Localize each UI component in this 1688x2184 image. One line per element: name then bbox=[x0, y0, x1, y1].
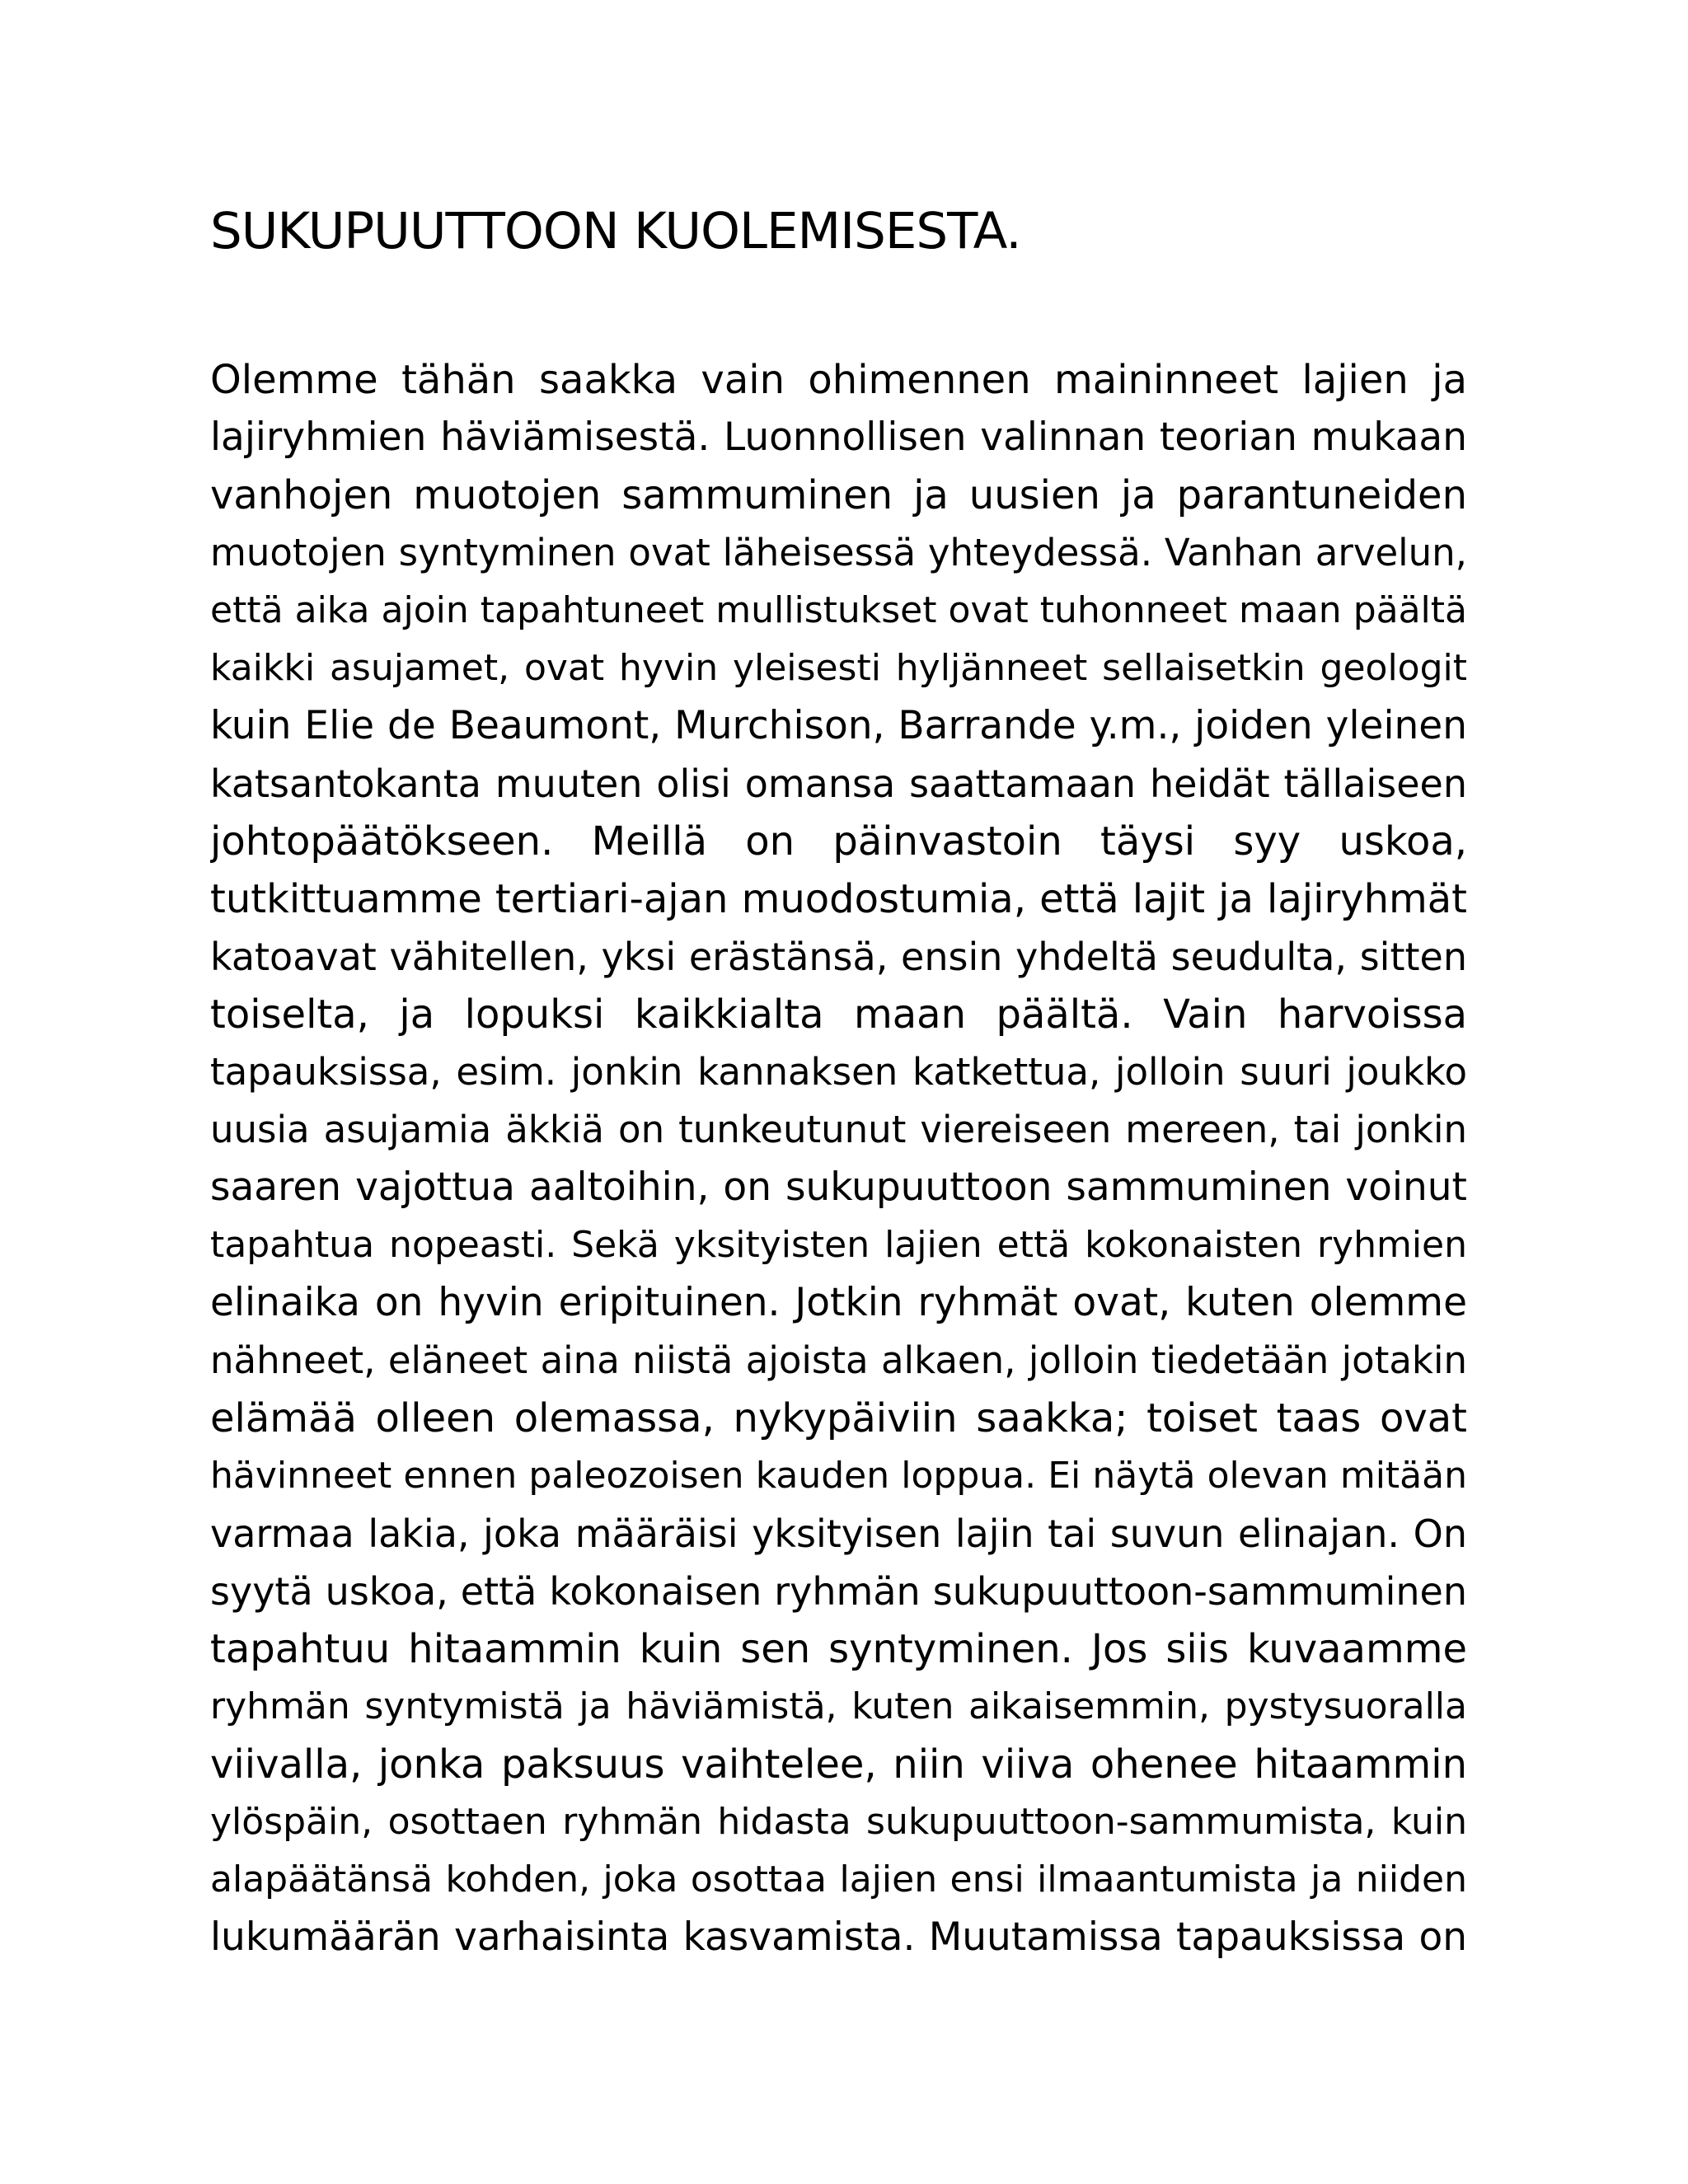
text-line: tapahtua nopeasti. Sekä yksityisten lajien että kokonaisten ryhmien bbox=[210, 1224, 1467, 1266]
text-line: alapäätänsä kohden, joka osottaa lajien ensi ilmaantumista ja niiden bbox=[210, 1858, 1467, 1900]
text-line: hävinneet ennen paleozoisen kauden loppua. Ei näytä olevan mitään bbox=[210, 1455, 1467, 1497]
text-line: ryhmän syntymistä ja häviämistä, kuten aikaisemmin, pystysuoralla bbox=[210, 1685, 1467, 1727]
text-line: vanhojen muotojen sammuminen ja uusien ja parantuneiden bbox=[210, 472, 1467, 518]
text-line: kuin Elie de Beaumont, Murchison, Barrande y.m., joiden yleinen bbox=[210, 703, 1467, 748]
text-line: johtopäätökseen. Meillä on päinvastoin täysi syy uskoa, bbox=[210, 818, 1467, 865]
page-title: SUKUPUUTTOON KUOLEMISESTA. bbox=[210, 202, 1021, 260]
text-line: uusia asujamia äkkiä on tunkeutunut viereiseen mereen, tai jonkin bbox=[210, 1108, 1467, 1151]
text-line: tutkittuamme tertiari-ajan muodostumia, että lajit ja lajiryhmät bbox=[210, 876, 1467, 922]
text-line: kaikki asujamet, ovat hyvin yleisesti hyljänneet sellaisetkin geologit bbox=[210, 647, 1467, 689]
text-line: että aika ajoin tapahtuneet mullistukset ovat tuhonneet maan päältä bbox=[210, 589, 1467, 631]
text-line: Olemme tähän saakka vain ohimennen maininneet lajien ja bbox=[210, 357, 1467, 403]
text-line: varmaa lakia, joka määräisi yksityisen lajin tai suvun elinajan. On bbox=[210, 1511, 1467, 1556]
text-line: lukumäärän varhaisinta kasvamista. Muutamissa tapauksissa on bbox=[210, 1915, 1467, 1960]
text-line: viivalla, jonka paksuus vaihtelee, niin viiva ohenee hitaammin bbox=[210, 1741, 1467, 1788]
text-line: tapahtuu hitaammin kuin sen syntyminen. Jos siis kuvaamme bbox=[210, 1626, 1467, 1672]
text-line: katoavat vähitellen, yksi erästänsä, ensin yhdeltä seudulta, sitten bbox=[210, 935, 1467, 979]
text-line: elämää olleen olemassa, nykypäiviin saakka; toiset taas ovat bbox=[210, 1395, 1467, 1441]
text-line: saaren vajottua aaltoihin, on sukupuuttoon sammuminen voinut bbox=[210, 1165, 1467, 1210]
text-line: toiselta, ja lopuksi kaikkialta maan päältä. Vain harvoissa bbox=[210, 991, 1467, 1038]
text-line: nähneet, eläneet aina niistä ajoista alkaen, jolloin tiedetään jotakin bbox=[210, 1338, 1467, 1382]
body-text bbox=[210, 351, 1467, 1966]
text-line: tapauksissa, esim. jonkin kannaksen katkettua, jolloin suuri joukko bbox=[210, 1050, 1467, 1094]
text-line: syytä uskoa, että kokonaisen ryhmän sukupuuttoon-sammuminen bbox=[210, 1569, 1467, 1614]
text-line: ylöspäin, osottaen ryhmän hidasta sukupuuttoon-sammumista, kuin bbox=[210, 1801, 1467, 1843]
text-line: muotojen syntyminen ovat läheisessä yhteydessä. Vanhan arvelun, bbox=[210, 531, 1467, 574]
text-line: elinaika on hyvin eripituinen. Jotkin ryhmät ovat, kuten olemme bbox=[210, 1280, 1467, 1325]
text-line: lajiryhmien häviämisestä. Luonnollisen valinnan teorian mukaan bbox=[210, 415, 1467, 460]
text-line: katsantokanta muuten olisi omansa saattamaan heidät tällaiseen bbox=[210, 762, 1467, 806]
